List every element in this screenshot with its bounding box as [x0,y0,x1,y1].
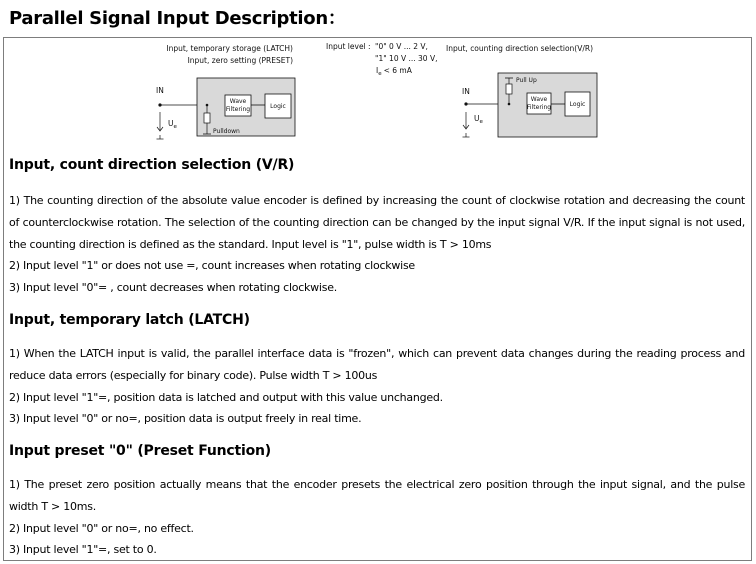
page-title: Parallel Signal Input Description： [9,8,346,29]
current-spec: $I_e < 6$ mA [376,66,412,77]
svg-text:Ue: $U_e$ [474,114,483,125]
latch-paragraph-3: 3) Input level "0" or no=, position data is output freely in real time. [9,412,362,425]
preset-paragraph-1: 1) The preset zero position actually means that the encoder presets the electrical zero position through the input signal, and the pulse width T > 10ms. [9,478,745,513]
svg-text:IN: IN [462,87,470,96]
svg-text:Filtering: Filtering [225,106,251,113]
latch-paragraph-2: 2) Input level "1"=, position data is latched and output with this value unchanged. [9,391,443,404]
preset-paragraph-3: 3) Input level "1"=, set to 0. [9,543,157,556]
circuit-diagram [0,0,756,150]
pullup-resistor [506,84,512,94]
svg-text:Wave: Wave [229,98,247,105]
svg-text:Wave: Wave [530,96,548,103]
svg-text:Logic: Logic [270,103,286,110]
pullup-circuit [462,73,597,137]
input-level-label: Input level : [326,42,371,51]
preset-paragraph-2: 2) Input level "0" or no=, no effect. [9,522,194,535]
pulldown-circuit [156,78,295,139]
direction-input-label: Input, counting direction selection(V/R) [446,44,594,53]
svg-text:Filtering: Filtering [526,104,552,111]
direction-paragraph-1: 1) The counting direction of the absolute value encoder is defined by increasing the count of clockwise rotation and decreasing the count of counterclockwise rotation. The selection of the counting direction can be changed by the input signal V/R. If the input signal is not used, the counting direction is defined as the standard. Input level is "1", pulse width is T > 10ms [9,194,745,251]
preset-input-label: Input, zero setting (PRESET) [187,56,293,65]
pulldown-resistor [204,113,210,123]
level-0-spec: "0" 0 V ... 2 V, [375,42,428,51]
section-heading-direction: Input, count direction selection (V/R) [9,157,295,173]
in-label: IN [156,86,164,95]
svg-text:Logic: Logic [569,101,586,108]
direction-paragraph-3: 3) Input level "0"= , count decreases when rotating clockwise. [9,281,337,294]
ue-label: $U_e$ [168,119,177,130]
pullup-label: Pull Up [516,77,537,84]
pulldown-label: Pulldown [213,128,240,135]
section-heading-latch: Input, temporary latch (LATCH) [9,312,250,328]
section-heading-preset: Input preset "0" (Preset Function) [9,443,271,459]
latch-paragraph-1: 1) When the LATCH input is valid, the parallel interface data is "frozen", which can prevent data changes during the reading process and reduce data errors (especially for binary code). Pulse width T > 100us [9,347,745,382]
latch-input-label: Input, temporary storage (LATCH) [166,44,293,53]
direction-paragraph-2: 2) Input level "1" or does not use =, count increases when rotating clockwise [9,259,415,272]
level-1-spec: "1" 10 V ... 30 V, [375,54,438,63]
